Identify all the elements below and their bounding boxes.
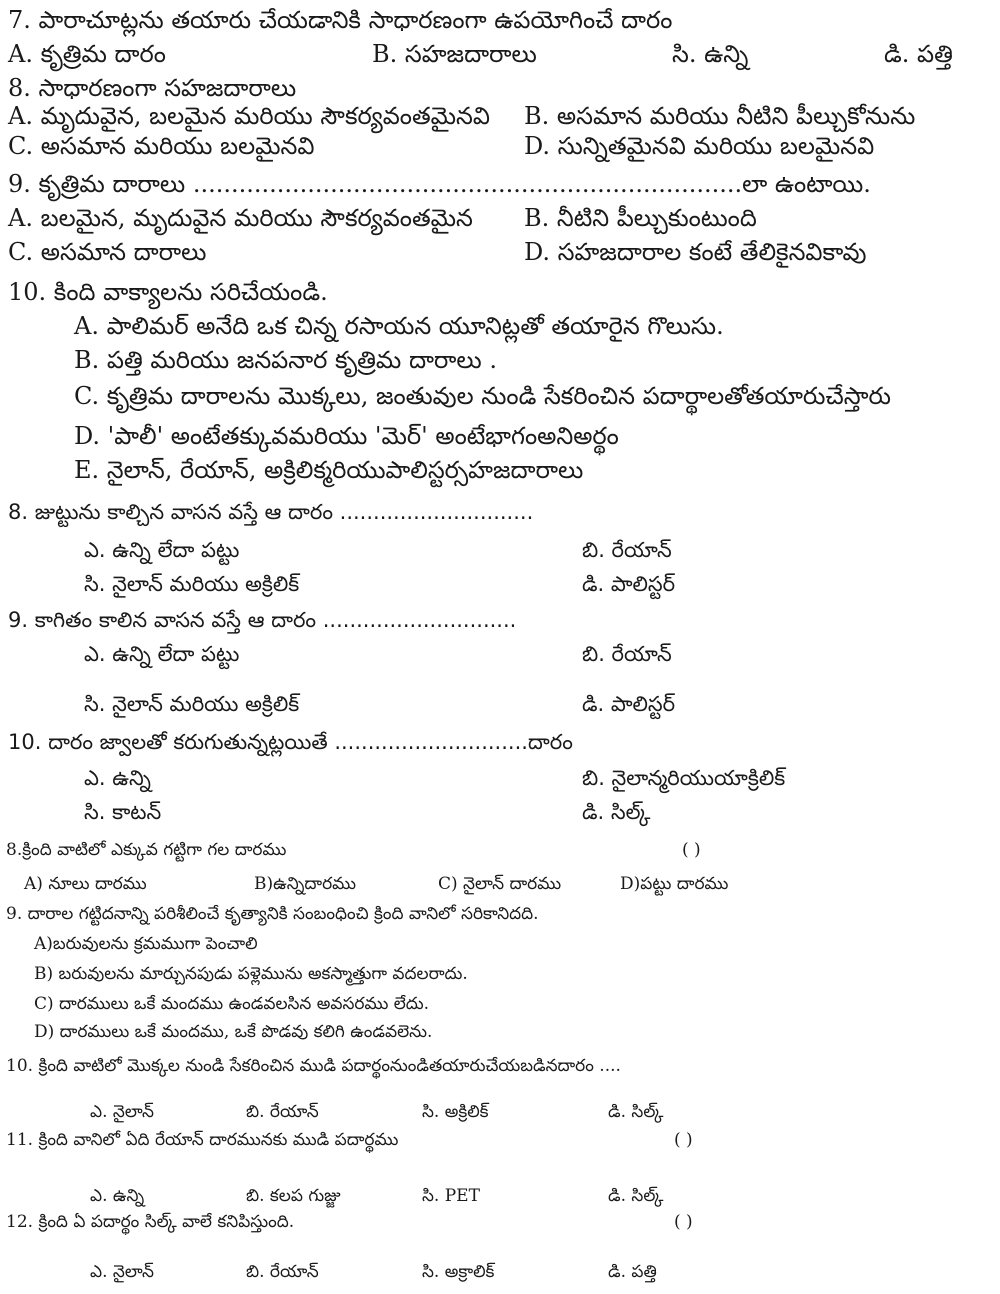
q12c-answer-bracket: ( )	[674, 1212, 693, 1232]
q10-item-d: D. 'పాలీ' అంటేతక్కువమరియు 'మెర్' అంటేభాగంఅనిఅర్థం	[74, 422, 619, 450]
q9c-item-b: B) బరువులను మార్చునపుడు పళ్లెమును అకస్మాత్తుగా వదలరాదు.	[34, 964, 468, 984]
q8-option-d: D. సున్నితమైనవి మరియు బలమైనవి	[524, 132, 875, 160]
q9b-option-d: డి. పాలిస్టర్	[582, 692, 676, 716]
question-8-c-text: 8.క్రింది వాటిలో ఎక్కువ గట్టిగా గల దారము	[6, 840, 287, 860]
q7-option-d: డి. పత్తి	[884, 40, 953, 68]
question-9-b-text: 9. కాగితం కాలిన వాసన వస్తే ఆ దారం .............................	[8, 608, 517, 632]
q8b-option-d: డి. పాలిస్టర్	[582, 572, 676, 596]
q9b-option-b: బి. రేయాన్	[582, 642, 672, 666]
q8c-option-c: C) నైలాన్ దారము	[438, 874, 562, 894]
q10c-option-a: ఎ. నైలాన్	[90, 1102, 154, 1122]
q9-option-d: D. సహజదారాల కంటే తేలికైనవికావు	[524, 238, 867, 266]
question-8-text: 8. సాధారణంగా సహజదారాలు	[8, 74, 297, 102]
q9c-item-d: D) దారములు ఒకే మందము, ఒకే పొడవు కలిగి ఉండవలెను.	[34, 1022, 433, 1042]
question-12-c-text: 12. క్రింది ఏ పదార్థం సిల్క్ వాలే కనిపిస్తుంది.	[6, 1212, 295, 1232]
q10b-option-a: ఎ. ఉన్ని	[84, 766, 151, 790]
q11c-option-d: డి. సిల్క్	[608, 1186, 664, 1206]
q9-option-c: C. అసమాన దారాలు	[8, 238, 207, 266]
question-11-c-text: 11. క్రింది వానిలో ఏది రేయాన్ దారమునకు ముడి పదార్థము	[6, 1130, 399, 1150]
q10-item-a: A. పాలిమర్ అనేది ఒక చిన్న రసాయన యూనిట్లతో తయారైన గొలుసు.	[74, 312, 724, 340]
q10c-option-c: సి. అక్రిలిక్	[422, 1102, 489, 1122]
q8c-option-b: B)ఉన్నిదారము	[254, 874, 357, 894]
q7-option-a: A. కృత్రిమ దారం	[8, 40, 166, 68]
question-9-c-text: 9. దారాల గట్టిదనాన్ని పరిశీలించే కృత్యానికి సంబంధించి క్రింది వానిలో సరికానిదది.	[6, 904, 539, 924]
q11c-option-c: సి. PET	[422, 1186, 480, 1206]
q8-option-a: A. మృదువైన, బలమైన మరియు సౌకర్యవంతమైనవి	[8, 102, 490, 130]
q10-item-c: C. కృత్రిమ దారాలను మొక్కలు, జంతువుల నుండి సేకరించిన పదార్థాలతోతయారుచేస్తారు	[74, 382, 891, 410]
q10c-option-b: బి. రేయాన్	[246, 1102, 319, 1122]
q8-option-b: B. అసమాన మరియు నీటిని పీల్చుకోనును	[524, 102, 916, 130]
q12c-option-c: సి. అక్రాలిక్	[422, 1262, 495, 1282]
q8b-option-a: ఎ. ఉన్ని లేదా పట్టు	[84, 538, 240, 562]
question-10-b-text: 10. దారం జ్వాలతో కరుగుతున్నట్లయితే .............................దారం	[8, 730, 573, 754]
q10b-option-b: బి. నైలాన్మరియుయాక్రిలిక్	[582, 766, 786, 790]
q10b-option-d: డి. సిల్క్	[582, 800, 651, 824]
question-10-c-text: 10. క్రింది వాటిలో మొక్కల నుండి సేకరించిన ముడి పదార్థంనుండితయారుచేయబడినదారం ....	[6, 1056, 621, 1076]
q9b-option-a: ఎ. ఉన్ని లేదా పట్టు	[84, 642, 240, 666]
q12c-option-d: డి. పత్తి	[608, 1262, 657, 1282]
q11c-option-a: ఎ. ఉన్ని	[90, 1186, 145, 1206]
q12c-option-b: బి. రేయాన్	[246, 1262, 319, 1282]
question-7-text: 7. పారాచూట్లను తయారు చేయడానికి సాధారణంగా ఉపయోగించే దారం	[8, 6, 673, 34]
q8c-option-d: D)పట్టు దారము	[620, 874, 729, 894]
question-10-text: 10. కింది వాక్యాలను సరిచేయండి.	[8, 278, 328, 306]
q9c-item-a: A)బరువులను క్రమముగా పెంచాలి	[34, 934, 258, 954]
q8b-option-b: బి. రేయాన్	[582, 538, 672, 562]
q9b-option-c: సి. నైలాన్ మరియు అక్రిలిక్	[84, 692, 300, 716]
q11c-option-b: బి. కలప గుజ్జు	[246, 1186, 341, 1206]
q8c-answer-bracket: ( )	[682, 840, 701, 860]
q8c-option-a: A) నూలు దారము	[24, 874, 147, 894]
q9-option-b: B. నీటిని పీల్చుకుంటుంది	[524, 204, 757, 232]
q7-option-c: సి. ఉన్ని	[672, 40, 749, 68]
q10-item-b: B. పత్తి మరియు జనపనార కృత్రిమ దారాలు .	[74, 346, 497, 374]
question-9-text: 9. కృత్రిమ దారాలు ........................................................................లా ఉంటాయి.	[8, 170, 871, 198]
q12c-option-a: ఎ. నైలాన్	[90, 1262, 154, 1282]
q10b-option-c: సి. కాటన్	[84, 800, 162, 824]
question-8-b-text: 8. జుట్టును కాల్చిన వాసన వస్తే ఆ దారం .............................	[8, 500, 534, 524]
q9-option-a: A. బలమైన, మృదువైన మరియు సౌకర్యవంతమైన	[8, 204, 473, 232]
q8-option-c: C. అసమాన మరియు బలమైనవి	[8, 132, 315, 160]
q10-item-e: E. నైలాన్, రేయాన్, అక్రిలిక్మరియుపాలిస్టర్సహజదారాలు	[74, 456, 584, 484]
q11c-answer-bracket: ( )	[674, 1130, 693, 1150]
q8b-option-c: సి. నైలాన్ మరియు అక్రిలిక్	[84, 572, 300, 596]
q7-option-b: B. సహజదారాలు	[372, 40, 537, 68]
q10c-option-d: డి. సిల్క్	[608, 1102, 664, 1122]
q9c-item-c: C) దారములు ఒకే మందము ఉండవలసిన అవసరము లేదు.	[34, 994, 430, 1014]
